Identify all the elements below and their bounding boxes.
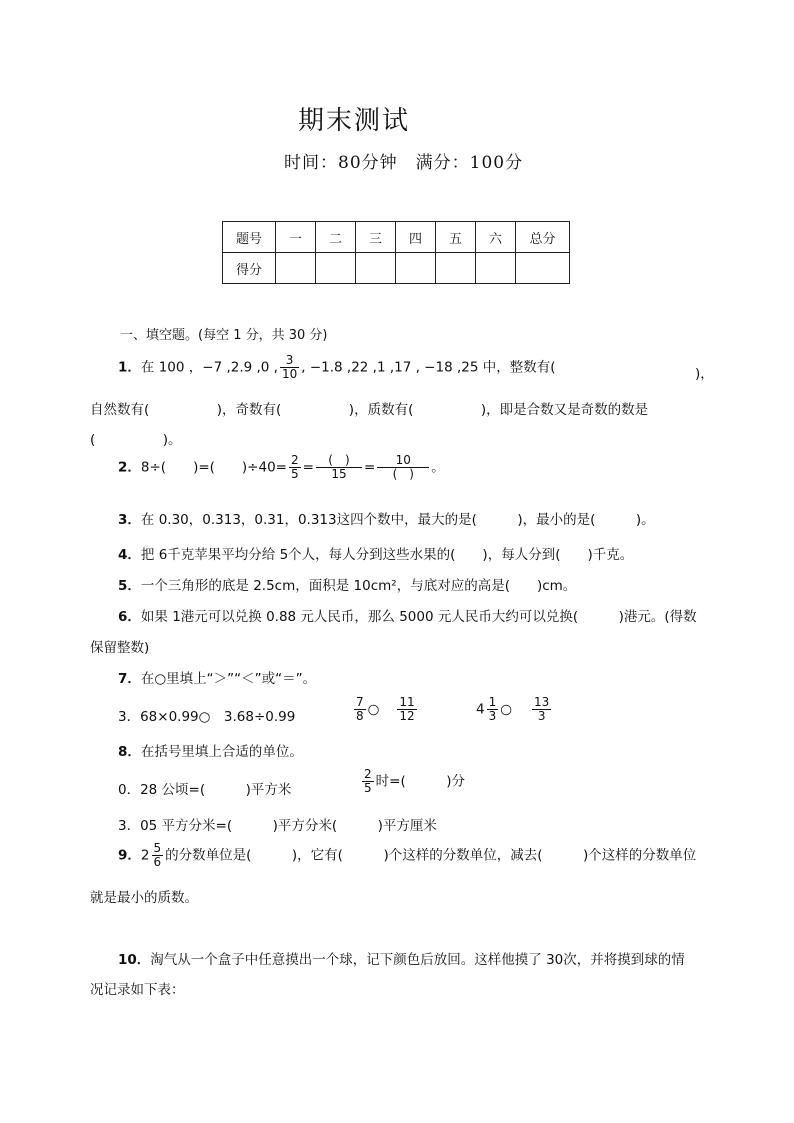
question-6: [118, 605, 697, 625]
question-number: 7．: [118, 671, 141, 687]
question-number: 6．: [118, 609, 141, 625]
question-number: 8．: [118, 744, 141, 760]
header-cell: 三: [356, 222, 396, 253]
q6-line-2: 保留整数): [90, 640, 150, 656]
question-number: 5．: [118, 578, 141, 594]
question-7: [118, 667, 316, 687]
q1-line-2: 自然数有( )，奇数有( )，质数有( )，即是合数又是奇数的数是: [90, 402, 649, 418]
q7-text: 在○里填上“＞”“＜”或“＝”。: [140, 671, 317, 687]
question-number: 4．: [118, 547, 141, 563]
score-cell[interactable]: [516, 253, 570, 284]
header-cell: 二: [316, 222, 356, 253]
compare-circle[interactable]: ○: [367, 701, 380, 718]
fraction: $\frac{11}{12}$: [399, 695, 415, 723]
question-1: [118, 354, 556, 381]
score-cell[interactable]: [356, 253, 396, 284]
q7-compare-1: 3．68×0.99○ 3.68÷0.99: [118, 709, 296, 725]
q8-item-b: [360, 768, 465, 795]
score-cell[interactable]: [276, 253, 316, 284]
row-label: 得分: [223, 253, 276, 284]
page-title: 期末测试: [298, 106, 411, 136]
question-3: [118, 508, 655, 528]
q1-line-3: ( )。: [90, 432, 182, 448]
question-number: 3．: [118, 512, 141, 528]
question-number: 9．: [118, 847, 141, 864]
score-cell[interactable]: [396, 253, 436, 284]
question-number: 10．: [118, 952, 151, 968]
score-table: [222, 221, 570, 284]
fraction: $\frac{10}{( )}$: [377, 454, 429, 481]
fraction: $\frac{13}{3}$: [534, 695, 550, 723]
section-heading: 一、填空题。(每空 1 分，共 30 分): [120, 328, 328, 343]
q1-text-2: , −1.8 ,22 ,1 ,17 , −18 ,25 中，整数有(: [301, 359, 556, 376]
header-cell: 四: [396, 222, 436, 253]
score-cell[interactable]: [476, 253, 516, 284]
fraction: $\frac{5}{6}$: [153, 841, 162, 869]
fraction: $\frac{1}{3}$: [488, 695, 497, 723]
score-cell[interactable]: [436, 253, 476, 284]
whole-number: 4: [476, 701, 485, 718]
exam-info: 时间：80分钟 满分：100分: [284, 153, 524, 173]
q8-item-a: 0．28 公顷=( )平方米: [118, 782, 292, 798]
score-cell[interactable]: [316, 253, 356, 284]
q7-compare-2: [352, 696, 419, 723]
whole-number: 2: [140, 847, 150, 864]
q8-item-c: 3．05 平方分米=( )平方分米( )平方厘米: [118, 818, 437, 834]
q1-close-paren: )，: [695, 366, 714, 382]
fraction: $\frac{2}{5}$: [364, 767, 372, 795]
header-cell: 总分: [516, 222, 570, 253]
equals: =: [363, 459, 376, 476]
compare-circle[interactable]: ○: [500, 701, 513, 718]
q2-text: 8÷( )=( )÷40=: [140, 459, 287, 476]
question-9: [118, 842, 696, 869]
q9-text: 的分数单位是( )，它有( )个这样的分数单位，减去( )个这样的分数单位: [165, 847, 697, 864]
question-5: [118, 574, 576, 594]
period: 。: [431, 459, 445, 476]
fraction: $\frac{7}{8}$: [356, 695, 364, 723]
q5-text: 一个三角形的底是 2.5cm，面积是 10cm²，与底对应的高是( )cm。: [140, 578, 577, 594]
header-cell: 一: [276, 222, 316, 253]
q4-text: 把 6千克苹果平均分给 5个人，每人分到这些水果的( )，每人分到( )千克。: [140, 547, 634, 563]
question-2: [118, 454, 445, 481]
q3-text: 在 0.30，0.313，0.31，0.313这四个数中，最大的是( )，最小的是( )。: [140, 512, 655, 528]
fraction: $\frac{2}{5}$: [291, 453, 299, 481]
question-10: [118, 948, 685, 968]
question-number: 2．: [118, 459, 141, 476]
fraction: $\frac{3}{10}$: [281, 353, 298, 381]
q9-line-2: 就是最小的质数。: [90, 890, 198, 906]
header-cell: 五: [436, 222, 476, 253]
header-cell: 题号: [223, 222, 276, 253]
q7-compare-3: [476, 696, 553, 723]
q6-text: 如果 1港元可以兑换 0.88 元人民币，那么 5000 元人民币大约可以兑换( )港元。(得数: [140, 609, 697, 625]
score-table-header-row: [223, 222, 570, 253]
q8-item-b-text: 时=( )分: [375, 773, 465, 790]
score-table-score-row: [223, 253, 570, 284]
q10-line-2: 况记录如下表：: [90, 982, 185, 998]
question-8: [118, 740, 303, 760]
question-number: 1．: [118, 359, 141, 376]
q1-text: 在 100 ，−7 ,2.9 ,0 ,: [140, 359, 278, 376]
equals: =: [302, 459, 314, 476]
header-cell: 六: [476, 222, 516, 253]
fraction: $\frac{( )}{15}$: [316, 454, 362, 481]
question-4: [118, 543, 633, 563]
q8-text: 在括号里填上合适的单位。: [140, 744, 303, 760]
q10-text: 淘气从一个盒子中任意摸出一个球，记下颜色后放回。这样他摸了 30次，并将摸到球的情: [150, 952, 685, 968]
